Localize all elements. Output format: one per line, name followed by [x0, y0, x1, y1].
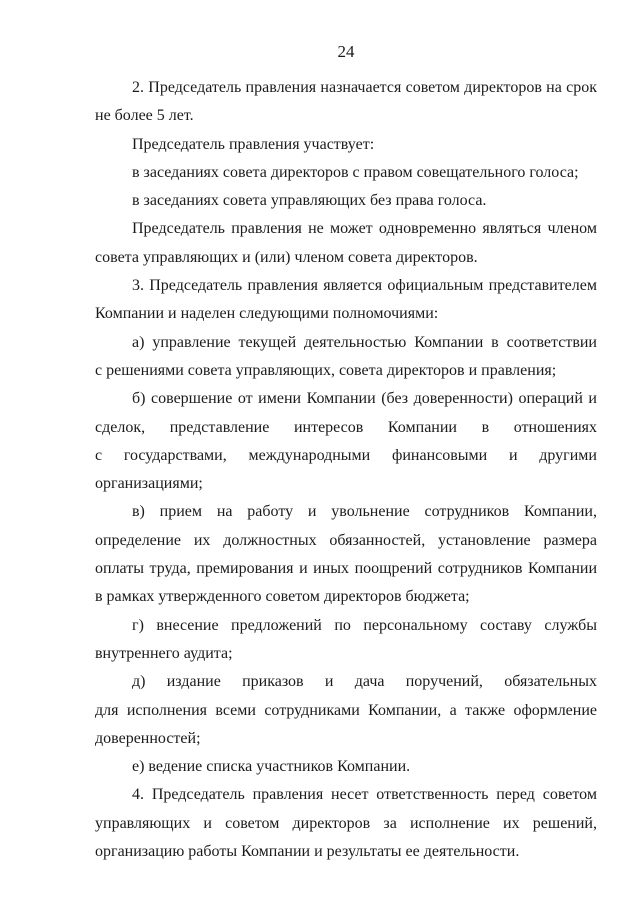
paragraph-2-line: не более 5 лет.: [95, 107, 194, 125]
document-body: [95, 74, 597, 866]
subitem-b-line: сделок, представление интересов Компании в отношениях: [95, 418, 597, 436]
subitem-d-line: д) издание приказов и дача поручений, обязательных: [132, 673, 597, 691]
subitem-a-line: а) управление текущей деятельностью Компании в соответствии: [132, 333, 597, 351]
paragraph-3-line: 3. Председатель правления является официальным представителем: [132, 277, 597, 295]
subitem-v-line: в рамках утвержденного советом директоров бюджета;: [95, 588, 470, 606]
subitem-e-line: е) ведение списка участников Компании.: [132, 758, 411, 776]
paragraph-2-line: 2. Председатель правления назначается советом директоров на срок: [132, 79, 597, 96]
subitem-b-line: организациями;: [95, 475, 203, 493]
text-line: в заседаниях совета управляющих без права голоса.: [132, 192, 487, 210]
subitem-d-line: для исполнения всеми сотрудниками Компании, а также оформление: [95, 701, 597, 719]
subitem-b-line: с государствами, международными финансовыми и другими: [95, 446, 597, 464]
subitem-v-line: в) прием на работу и увольнение сотрудников Компании,: [132, 503, 597, 521]
subitem-a-line: с решениями совета управляющих, совета директоров и правления;: [95, 361, 557, 379]
subitem-d-line: доверенностей;: [95, 729, 201, 747]
paragraph-4-line: управляющих и советом директоров за исполнение их решений,: [95, 814, 597, 832]
text-line: совета управляющих и (или) членом совета директоров.: [95, 248, 478, 266]
text-line: Председатель правления участвует:: [132, 135, 375, 153]
paragraph-4-line: организацию работы Компании и результаты ее деятельности.: [95, 843, 520, 861]
page-number: 24: [337, 42, 355, 61]
subitem-v-line: определение их должностных обязанностей, установление размера: [95, 531, 597, 549]
subitem-g-line: г) внесение предложений по персональному составу службы: [132, 616, 597, 634]
subitem-g-line: внутреннего аудита;: [95, 644, 233, 662]
subitem-v-line: оплаты труда, премирования и иных поощрений сотрудников Компании: [95, 560, 597, 578]
paragraph-3-line: Компании и наделен следующими полномочиями:: [95, 305, 439, 323]
text-line: Председатель правления не может одновременно являться членом: [132, 220, 597, 238]
paragraph-4-line: 4. Председатель правления несет ответственность перед советом: [132, 786, 597, 804]
text-line: в заседаниях совета директоров с правом совещательного голоса;: [132, 163, 579, 181]
subitem-b-line: б) совершение от имени Компании (без доверенности) операций и: [132, 390, 597, 408]
